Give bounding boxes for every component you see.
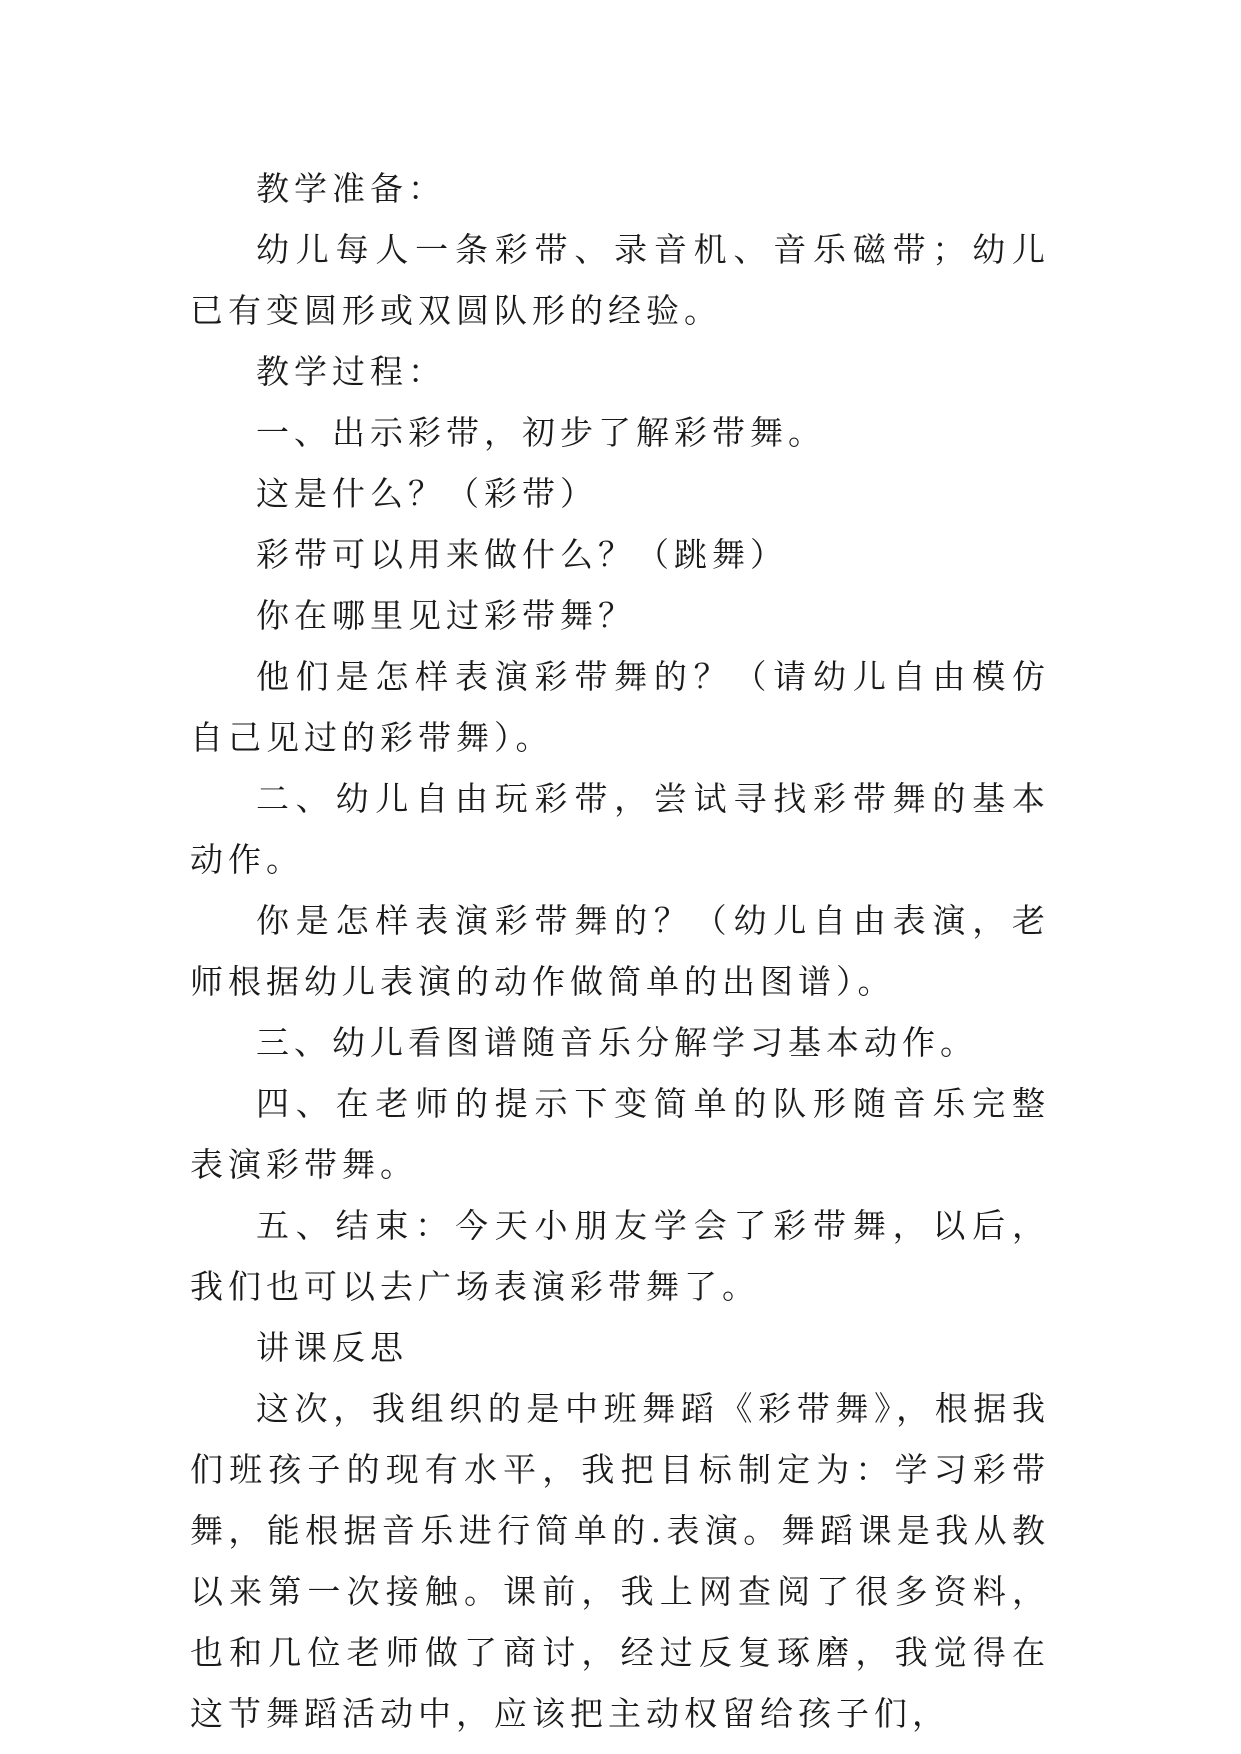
paragraph-reflection: 这次，我组织的是中班舞蹈《彩带舞》，根据我们班孩子的现有水平，我把目标制定为：学习彩带舞，能根据音乐进行简单的.表演。舞蹈课是我从教以来第一次接触。课前，我上网查阅了很多资料，也和几位老师做了商讨，经过反复琢磨，我觉得在这节舞蹈活动中，应该把主动权留给孩子们， xyxy=(190,1389,1050,1733)
step-five: 五、结束：今天小朋友学会了彩带舞，以后，我们也可以去广场表演彩带舞了。 xyxy=(190,1206,1050,1306)
heading-teaching-process: 教学过程： xyxy=(256,352,446,391)
question-where-seen: 你在哪里见过彩带舞？ xyxy=(256,596,636,635)
document-body xyxy=(190,158,1050,1744)
step-two: 二、幼儿自由玩彩带，尝试寻找彩带舞的基本动作。 xyxy=(190,779,1050,879)
question-how-performed: 他们是怎样表演彩带舞的？（请幼儿自由模仿自己见过的彩带舞）。 xyxy=(190,657,1050,757)
step-three: 三、幼儿看图谱随音乐分解学习基本动作。 xyxy=(256,1023,978,1062)
question-how-you-perform: 你是怎样表演彩带舞的？（幼儿自由表演，老师根据幼儿表演的动作做简单的出图谱）。 xyxy=(190,901,1050,1001)
question-what-is-this: 这是什么？（彩带） xyxy=(256,474,598,513)
heading-teaching-preparation: 教学准备： xyxy=(256,169,446,208)
step-one: 一、出示彩带，初步了解彩带舞。 xyxy=(256,413,826,452)
step-four: 四、在老师的提示下变简单的队形随音乐完整表演彩带舞。 xyxy=(190,1084,1050,1184)
heading-reflection: 讲课反思 xyxy=(256,1328,408,1367)
paragraph-preparation-materials: 幼儿每人一条彩带、录音机、音乐磁带；幼儿已有变圆形或双圆队形的经验。 xyxy=(190,230,1050,330)
question-what-for: 彩带可以用来做什么？（跳舞） xyxy=(256,535,788,574)
